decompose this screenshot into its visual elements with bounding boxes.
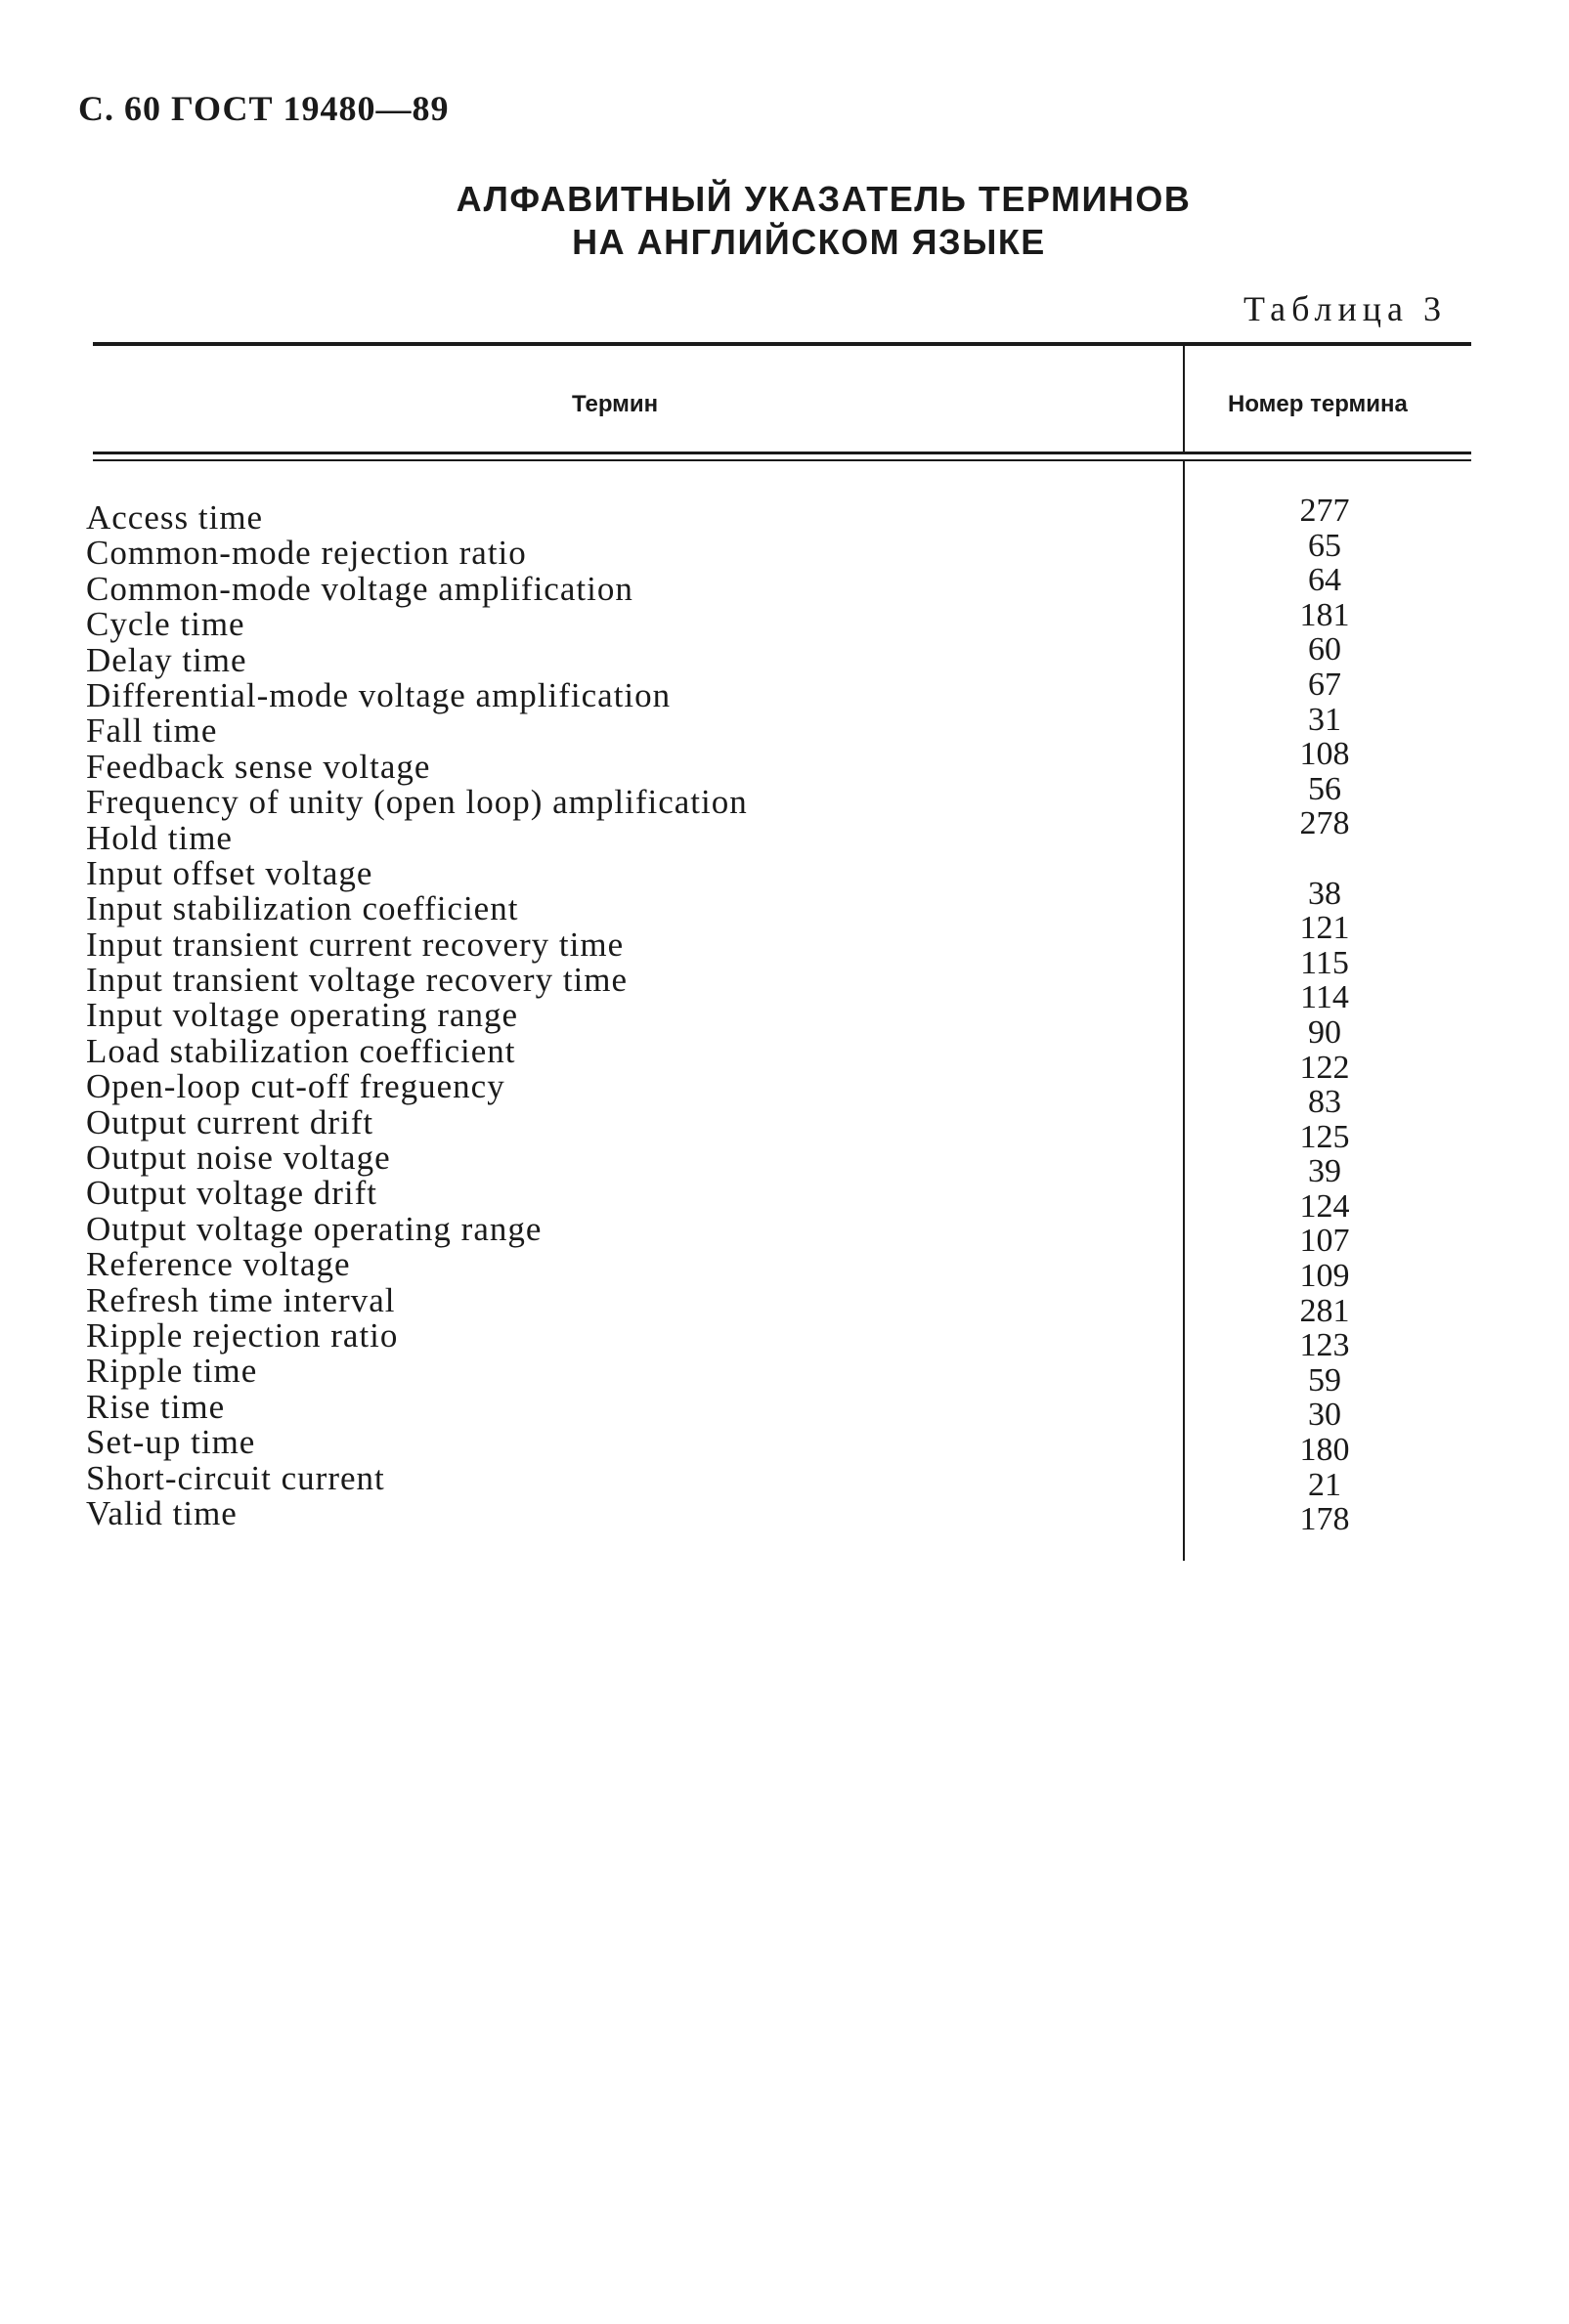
term-cell: Fall time: [86, 711, 218, 751]
number-cell: 114: [1300, 979, 1349, 1016]
number-cell: 178: [1299, 1501, 1350, 1538]
number-cell: 122: [1299, 1049, 1350, 1086]
number-cell: 115: [1300, 944, 1349, 981]
number-cell: 108: [1299, 736, 1350, 773]
header-separator-rule: [93, 452, 1471, 454]
number-cell: 56: [1308, 770, 1341, 807]
number-cell: 59: [1308, 1361, 1341, 1399]
table-caption: Таблица 3: [1243, 289, 1447, 328]
terms-column: [86, 500, 748, 1531]
term-cell: Ripple rejection ratio: [86, 1315, 399, 1355]
number-cell: 277: [1299, 493, 1350, 529]
number-cell: 38: [1308, 875, 1341, 912]
number-cell: 123: [1299, 1327, 1350, 1364]
term-cell: Access time: [86, 498, 264, 537]
term-cell: Common-mode voltage amplification: [86, 569, 633, 608]
term-cell: Valid time: [86, 1493, 238, 1532]
term-cell: Load stabilization coefficient: [86, 1031, 516, 1070]
number-cell: 64: [1308, 562, 1341, 599]
page-header: С. 60 ГОСТ 19480—89: [78, 89, 450, 128]
term-cell: Output voltage drift: [86, 1174, 378, 1213]
document-title-line-2: НА АНГЛИЙСКОМ ЯЗЫКЕ: [572, 222, 1046, 262]
numbers-column: [1266, 494, 1383, 1537]
term-cell: Short-circuit current: [86, 1458, 385, 1497]
term-cell: Input stabilization coefficient: [86, 889, 519, 928]
number-cell: 30: [1308, 1397, 1341, 1434]
term-cell: Cycle time: [86, 605, 245, 644]
number-cell: 181: [1299, 596, 1350, 633]
term-cell: Reference voltage: [86, 1245, 351, 1284]
term-cell: Ripple time: [86, 1352, 258, 1391]
number-cell: 109: [1299, 1258, 1350, 1295]
document-title: [0, 178, 1569, 264]
term-cell: Feedback sense voltage: [86, 747, 431, 786]
column-header-number: Номер термина: [1228, 391, 1408, 417]
term-cell: Frequency of unity (open loop) amplification: [86, 783, 748, 822]
number-cell: 21: [1308, 1466, 1341, 1503]
term-cell: Delay time: [86, 640, 247, 679]
number-cell-blank: [1266, 841, 1383, 877]
column-header-term: Термин: [572, 391, 659, 417]
term-cell: Common-mode rejection ratio: [86, 534, 527, 573]
term-cell: Input offset voltage: [86, 853, 373, 892]
number-cell: 65: [1308, 527, 1341, 564]
term-cell: Output current drift: [86, 1102, 374, 1141]
term-cell: Differential-mode voltage amplification: [86, 675, 672, 714]
term-cell: Output noise voltage: [86, 1139, 391, 1178]
number-cell: 67: [1308, 666, 1341, 703]
table-top-rule: [93, 342, 1471, 346]
term-cell: Hold time: [86, 818, 233, 857]
document-title-line-1: АЛФАВИТНЫЙ УКАЗАТЕЛЬ ТЕРМИНОВ: [456, 179, 1192, 219]
number-cell: 125: [1299, 1118, 1350, 1155]
number-cell: 90: [1308, 1013, 1341, 1051]
term-cell: Set-up time: [86, 1423, 256, 1462]
term-cell: Refresh time interval: [86, 1280, 396, 1319]
term-cell: Input voltage operating range: [86, 996, 519, 1035]
number-cell: 39: [1308, 1153, 1341, 1190]
column-divider-header: [1183, 346, 1185, 452]
number-cell: 31: [1308, 701, 1341, 738]
number-cell: 180: [1299, 1432, 1350, 1469]
number-cell: 107: [1299, 1223, 1350, 1260]
term-cell: Input transient current recovery time: [86, 925, 625, 964]
number-cell: 121: [1299, 910, 1350, 947]
number-cell: 124: [1299, 1187, 1350, 1225]
number-cell: 83: [1308, 1084, 1341, 1121]
number-cell: 278: [1299, 805, 1350, 842]
term-cell: Open-loop cut-off freguency: [86, 1067, 505, 1106]
term-cell: Output voltage operating range: [86, 1209, 543, 1248]
column-divider-body: [1183, 461, 1185, 1561]
number-cell: 281: [1299, 1292, 1350, 1329]
term-cell: Input transient voltage recovery time: [86, 961, 629, 1000]
term-cell: Rise time: [86, 1387, 226, 1426]
number-cell: 60: [1308, 631, 1341, 668]
header-separator-rule-double: [93, 459, 1471, 461]
